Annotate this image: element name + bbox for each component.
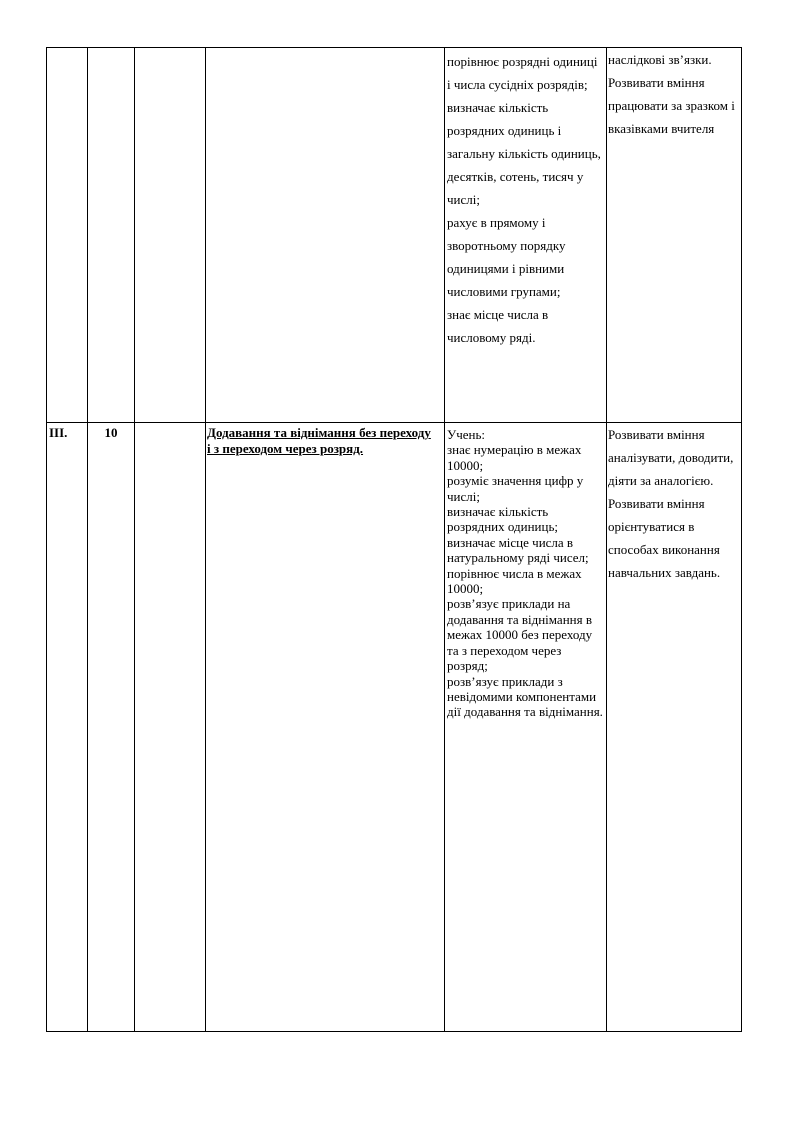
outcome-line: знає місце числа в	[447, 307, 549, 322]
outcomes-cell	[445, 423, 607, 1032]
goal-line: навчальних завдань.	[608, 565, 721, 580]
section-number-cell: ІІІ.	[47, 423, 88, 1032]
outcome-line: зворотньому порядку	[447, 238, 566, 253]
goal-line: працювати за зразком і	[608, 98, 735, 113]
curriculum-table	[46, 47, 742, 1032]
section-number-cell	[47, 48, 88, 423]
goal-line: наслідкові зв’язки.	[608, 52, 712, 67]
goal-line: вказівками вчителя	[608, 121, 715, 136]
outcome-line: числовими групами;	[447, 284, 561, 299]
outcome-line: визначає кількість	[447, 504, 549, 520]
outcome-line: дії додавання та віднімання.	[447, 704, 603, 720]
topic-line: і з переходом через розряд.	[207, 440, 364, 456]
table-row	[47, 48, 742, 423]
outcome-line: розрядних одиниць і	[447, 123, 562, 138]
goal-line: аналізувати, доводити,	[608, 450, 734, 465]
goal-line: Розвивати вміння	[608, 427, 705, 442]
outcome-line: числі;	[447, 488, 480, 504]
table-row	[47, 423, 742, 1032]
outcome-line: 10000;	[447, 457, 484, 473]
outcomes-cell	[445, 48, 607, 423]
outcome-line: та з переходом через	[447, 642, 562, 658]
outcome-line: розрядних одиниць;	[447, 519, 559, 535]
outcome-line: натуральному ряді чисел;	[447, 550, 589, 566]
outcome-line: 10000;	[447, 581, 484, 597]
outcome-line: визначає місце числа в	[447, 534, 574, 550]
outcome-line: числі;	[447, 192, 480, 207]
goal-line: Розвивати вміння	[608, 496, 705, 511]
outcome-line: розв’язує приклади з	[447, 673, 563, 689]
outcome-line: порівнює розрядні одиниці	[447, 54, 598, 69]
outcome-line: розряд;	[447, 658, 488, 674]
goals-cell	[607, 423, 742, 1032]
outcome-line: знає нумерацію в межах	[447, 442, 582, 458]
outcome-line: і числа сусідніх розрядів;	[447, 77, 588, 92]
outcome-line: загальну кількість одиниць,	[447, 146, 601, 161]
outcome-line: рахує в прямому і	[447, 215, 546, 230]
goal-line: способах виконання	[608, 542, 720, 557]
outcome-line: визначає кількість	[447, 100, 549, 115]
goal-line: орієнтуватися в	[608, 519, 695, 534]
date-cell	[135, 48, 206, 423]
outcome-line: межах 10000 без переходу	[447, 627, 593, 643]
outcome-line: десятків, сотень, тисяч у	[447, 169, 584, 184]
topic-line: Додавання та віднімання без переходу	[207, 425, 431, 440]
outcome-line: числовому ряді.	[447, 330, 536, 345]
date-cell	[135, 423, 206, 1032]
topic-cell	[206, 48, 445, 423]
outcome-line: одиницями і рівними	[447, 261, 565, 276]
outcome-line: додавання та віднімання в	[447, 611, 592, 627]
goal-line: діяти за аналогією.	[608, 473, 714, 488]
outcome-line: порівнює числа в межах	[447, 565, 582, 581]
hours-cell	[88, 48, 135, 423]
outcome-line: розуміє значення цифр у	[447, 473, 584, 489]
outcome-line: розв’язує приклади на	[447, 596, 571, 612]
topic-cell	[206, 423, 445, 1032]
goals-cell	[607, 48, 742, 423]
outcome-line: невідомими компонентами	[447, 688, 597, 704]
hours-cell: 10	[88, 423, 135, 1032]
goal-line: Розвивати вміння	[608, 75, 705, 90]
outcome-line: Учень:	[447, 427, 486, 442]
